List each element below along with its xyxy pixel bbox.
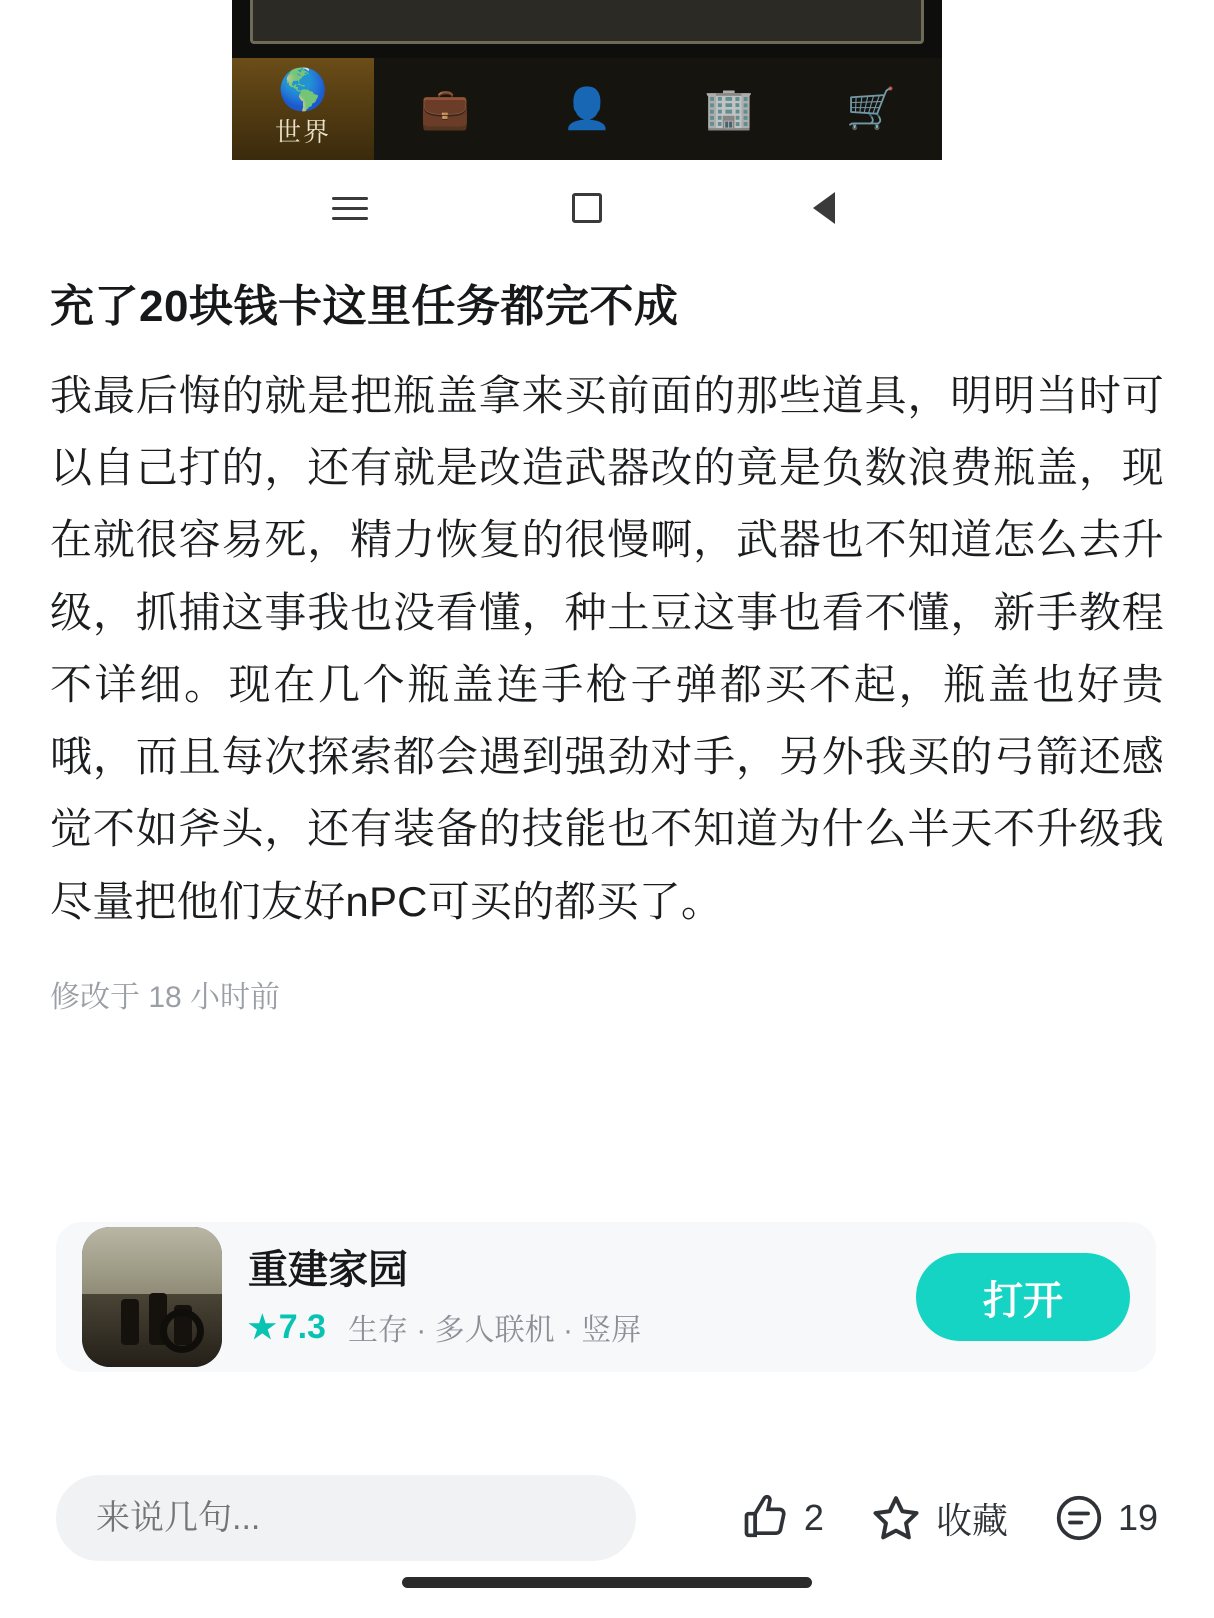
post-content [0,270,1214,1016]
post-timestamp: 修改于 18 小时前 [50,980,281,1014]
favorite-action[interactable] [868,1490,1008,1546]
game-tab-toolbox[interactable] [374,58,516,160]
back-triangle-icon[interactable] [769,173,879,243]
favorite-label: 收藏 [935,1499,1008,1541]
comment-bubble-icon [1052,1491,1106,1545]
star-icon: ★ [248,1309,277,1345]
comment-count: 19 [1117,1497,1158,1538]
game-rating [248,1308,326,1347]
globe-icon: 🌎 [278,67,328,112]
embedded-game-screenshot[interactable] [232,0,942,160]
game-card[interactable] [56,1222,1156,1372]
action-group [740,1490,1158,1546]
comment-action[interactable] [1052,1491,1158,1545]
comment-input[interactable] [56,1475,636,1561]
character-head-icon: 👤 [562,87,612,131]
post-body-text: 我最后悔的就是把瓶盖拿来买前面的那些道具，明明当时可以自己打的，还有就是改造武器改的竟是负数浪费瓶盖，现在就很容易死，精力恢复的很慢啊，武器也不知道怎么去升级，抓捕这事我也没看懂，种土豆这事也看不懂，新手教程不详细。现在几个瓶盖连手枪子弹都买不起，瓶盖也好贵哦，而且每次探索都会遇到强劲对手，另外我买的弓箭还感觉不如斧头，还有装备的技能也不知道为什么半天不升级我尽量把他们友好nPC可买的都买了。 [50,372,1164,925]
game-tab-shop[interactable] [800,58,942,160]
like-action[interactable] [740,1492,824,1544]
game-icon [82,1227,222,1367]
android-nav-bar [232,162,942,254]
game-tab-character[interactable] [516,58,658,160]
toolbox-icon: 💼 [420,87,470,131]
game-screen-panel [250,0,924,44]
building-icon: 🏢 [704,87,754,131]
game-tabbar [232,58,942,160]
game-subline [248,1305,916,1349]
game-tags: 生存 · 多人联机 · 竖屏 [347,1314,642,1347]
shopping-cart-icon: 🛒 [846,87,896,131]
menu-icon[interactable] [295,173,405,243]
game-name: 重建家园 [248,1248,408,1292]
star-outline-icon [868,1490,924,1546]
like-count: 2 [803,1497,824,1538]
thumbs-up-icon [740,1492,792,1544]
open-game-button[interactable]: 打开 [916,1253,1130,1341]
home-square-icon[interactable] [532,173,642,243]
home-indicator [402,1577,812,1588]
game-tab-world-label: 世界 [274,116,331,147]
game-tab-building[interactable] [658,58,800,160]
game-tab-world[interactable] [232,58,374,160]
game-rating-value: 7.3 [278,1307,326,1346]
bottom-action-bar [0,1418,1214,1618]
game-info [248,1245,916,1349]
page-title: 充了20块钱卡这里任务都完不成 [50,282,679,331]
